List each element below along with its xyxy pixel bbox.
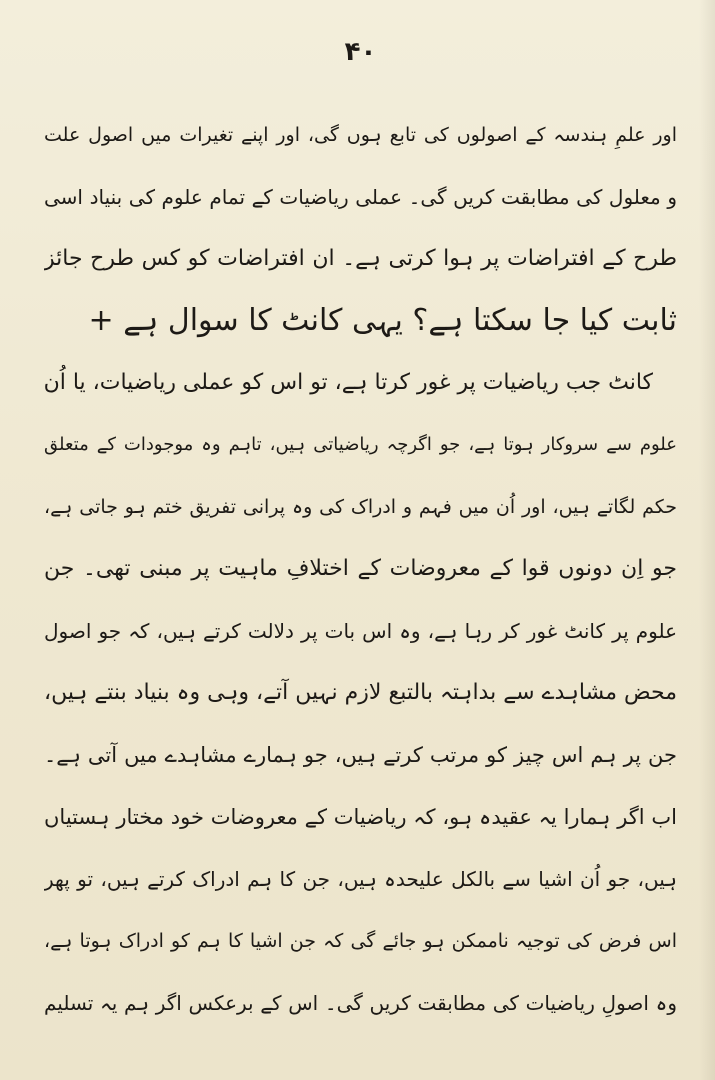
text-line: علوم سے سروکار ہوتا ہے، جو اگرچہ ریاضیاتی ہیں، تاہم وہ موجودات کے متعلق xyxy=(44,434,677,455)
text-line: اس فرض کی توجیہ ناممکن ہو جائے گی کہ جن اشیا کا ہم کو ادراک ہوتا ہے، xyxy=(44,930,677,952)
text-line: محض مشاہدے سے بداہتہ بالتبع لازم نہیں آتے، وہی وہ بنیاد بنتے ہیں، xyxy=(44,680,677,705)
text-line: جن پر ہم اس چیز کو مرتب کرتے ہیں، جو ہمارے مشاہدے میں آتی ہے۔ xyxy=(44,743,677,767)
text-line: اب اگر ہمارا یہ عقیدہ ہو، کہ ریاضیات کے معروضات خود مختار ہستیاں xyxy=(44,805,677,829)
page-edge-shadow xyxy=(699,0,715,1080)
text-line: ہیں، جو اُن اشیا سے بالکل علیحدہ ہیں، جن کا ہم ادراک کرتے ہیں، تو پھر xyxy=(44,867,677,891)
text-line: ثابت کیا جا سکتا ہے؟ یہی کانٹ کا سوال ہے + xyxy=(88,303,677,338)
text-line: و معلول کی مطابقت کریں گی۔ عملی ریاضیات کے تمام علوم کی بنیاد اسی xyxy=(44,185,677,209)
text-line: اور علمِ ہندسہ کے اصولوں کی تابع ہوں گی، اور اپنے تغیرات میں اصول علت xyxy=(44,124,677,146)
paragraph-start-line: کانٹ جب ریاضیات پر غور کرتا ہے، تو اس کو عملی ریاضیات، یا اُن xyxy=(44,370,653,395)
text-line: جو اِن دونوں قوا کے معروضات کے اختلافِ ماہیت پر مبنی تھی۔ جن xyxy=(44,556,677,581)
text-line: طرح کے افتراضات پر ہوا کرتی ہے۔ ان افتراضات کو کس طرح جائز xyxy=(44,246,677,271)
page-body xyxy=(44,104,677,1034)
text-line: حکم لگاتے ہیں، اور اُن میں فہم و ادراک کی وہ پرانی تفریق ختم ہو جاتی ہے، xyxy=(44,496,677,518)
text-line: علوم پر کانٹ غور کر رہا ہے، وہ اس بات پر دلالت کرتے ہیں، کہ جو اصول xyxy=(44,619,677,643)
text-line: وہ اصولِ ریاضیات کی مطابقت کریں گی۔ اس کے برعکس اگر ہم یہ تسلیم xyxy=(44,991,677,1015)
page-number: ۴۰ xyxy=(344,37,377,67)
